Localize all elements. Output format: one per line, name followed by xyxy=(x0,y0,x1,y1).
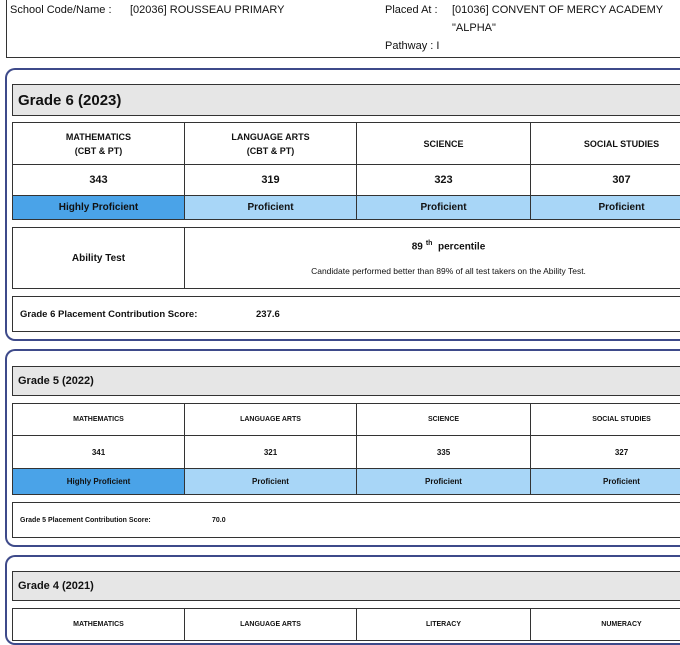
school-value: [02036] ROUSSEAU PRIMARY xyxy=(130,4,284,16)
grade5-level-language-arts: Proficient xyxy=(185,469,357,495)
grade6-subject-math: MATHEMATICS (CBT & PT) xyxy=(13,123,185,165)
grade6-subject-social-studies: SOCIAL STUDIES xyxy=(531,123,680,165)
grade5-level-science: Proficient xyxy=(357,469,531,495)
grade4-subject-numeracy: NUMERACY xyxy=(531,609,680,641)
grade6-level-row xyxy=(13,196,680,220)
grade5-subject-social-studies: SOCIAL STUDIES xyxy=(531,404,680,436)
grade5-score-science: 335 xyxy=(357,436,531,469)
placed-label: Placed At : xyxy=(385,4,438,16)
grade6-title xyxy=(12,84,680,116)
grade5-contribution-value: 70.0 xyxy=(212,517,226,524)
grade5-contribution-box xyxy=(12,502,680,538)
grade5-section xyxy=(5,349,680,547)
grade4-subject-row xyxy=(13,609,680,641)
school-label: School Code/Name : xyxy=(10,4,112,16)
grade4-title xyxy=(12,571,680,601)
grade5-level-row xyxy=(13,469,680,495)
placed-value-line2: "ALPHA" xyxy=(452,22,496,34)
pathway: Pathway : I xyxy=(385,40,439,52)
percentile-value: 89 xyxy=(412,241,423,252)
grade5-level-math: Highly Proficient xyxy=(13,469,185,495)
grade6-results-table xyxy=(12,122,680,220)
grade5-score-social-studies: 327 xyxy=(531,436,680,469)
grade6-contribution-box xyxy=(12,296,680,332)
grade6-subject-language-arts: LANGUAGE ARTS (CBT & PT) xyxy=(185,123,357,165)
grade6-contribution-value: 237.6 xyxy=(256,309,280,320)
grade6-section xyxy=(5,68,680,341)
grade5-score-row xyxy=(13,436,680,469)
grade5-level-social-studies: Proficient xyxy=(531,469,680,495)
grade6-score-language-arts: 319 xyxy=(185,165,357,196)
grade4-results-table xyxy=(12,608,680,641)
grade6-score-math: 343 xyxy=(13,165,185,196)
grade6-level-math: Highly Proficient xyxy=(13,196,185,220)
grade6-title-text: Grade 6 (2023) xyxy=(18,92,121,109)
grade5-title xyxy=(12,366,680,396)
grade5-title-text: Grade 5 (2022) xyxy=(18,375,94,387)
grade5-results-table xyxy=(12,403,680,495)
grade5-subject-row xyxy=(13,404,680,436)
grade6-subject-science: SCIENCE xyxy=(357,123,531,165)
grade5-score-math: 341 xyxy=(13,436,185,469)
student-header xyxy=(6,0,680,58)
grade6-score-science: 323 xyxy=(357,165,531,196)
grade5-score-language-arts: 321 xyxy=(185,436,357,469)
grade5-subject-math: MATHEMATICS xyxy=(13,404,185,436)
ability-note: Candidate performed better than 89% of all test takers on the Ability Test. xyxy=(185,266,680,276)
grade6-level-language-arts: Proficient xyxy=(185,196,357,220)
grade6-score-row xyxy=(13,165,680,196)
ability-test-table xyxy=(12,227,680,289)
grade6-level-social-studies: Proficient xyxy=(531,196,680,220)
grade4-subject-math: MATHEMATICS xyxy=(13,609,185,641)
grade4-subject-literacy: LITERACY xyxy=(357,609,531,641)
grade6-contribution-label: Grade 6 Placement Contribution Score: xyxy=(20,309,197,320)
grade6-subject-row xyxy=(13,123,680,165)
grade5-subject-science: SCIENCE xyxy=(357,404,531,436)
ability-test-result xyxy=(185,228,680,289)
grade6-level-science: Proficient xyxy=(357,196,531,220)
grade6-score-social-studies: 307 xyxy=(531,165,680,196)
percentile-word: percentile xyxy=(438,241,485,252)
grade5-subject-language-arts: LANGUAGE ARTS xyxy=(185,404,357,436)
percentile-text xyxy=(185,240,680,252)
ability-test-label: Ability Test xyxy=(13,228,185,289)
grade4-subject-language-arts: LANGUAGE ARTS xyxy=(185,609,357,641)
grade4-title-text: Grade 4 (2021) xyxy=(18,580,94,592)
grade5-contribution-label: Grade 5 Placement Contribution Score: xyxy=(20,517,151,524)
placed-value: [01036] CONVENT OF MERCY ACADEMY xyxy=(452,4,663,16)
percentile-suffix: th xyxy=(426,240,433,247)
